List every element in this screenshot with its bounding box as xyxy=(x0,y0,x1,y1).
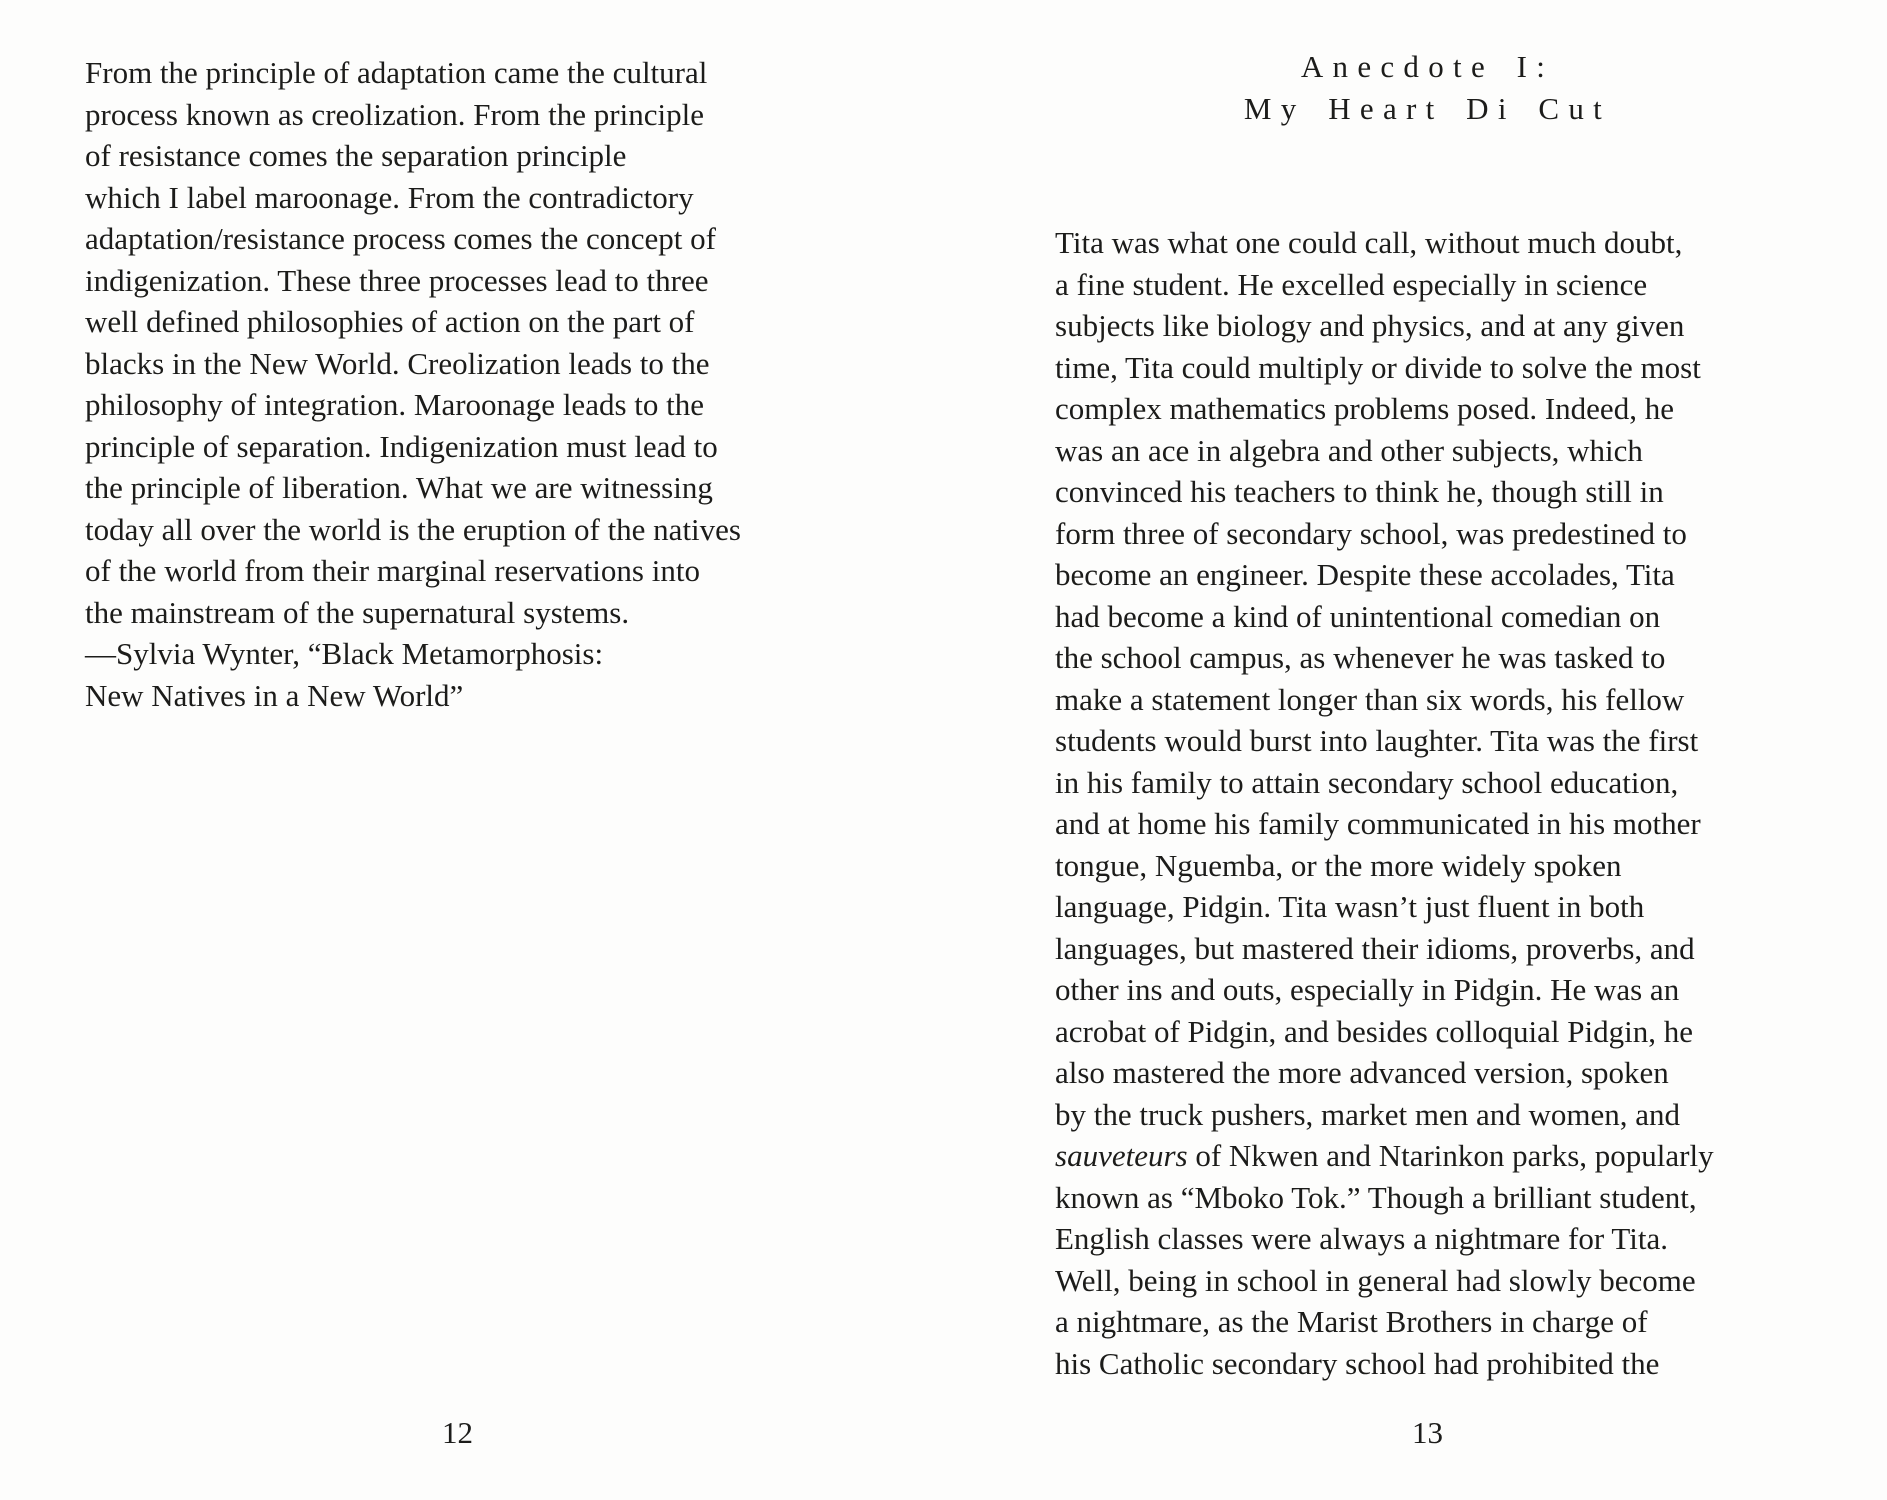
text-line: indigenization. These three processes lead to three xyxy=(85,262,709,298)
text-line: acrobat of Pidgin, and besides colloquial Pidgin, he xyxy=(1055,1013,1693,1049)
text-line: in his family to attain secondary school education, xyxy=(1055,764,1679,800)
text-line: Well, being in school in general had slowly become xyxy=(1055,1262,1696,1298)
text-line: of the world from their marginal reservations into xyxy=(85,553,700,588)
text-line: language, Pidgin. Tita wasn’t just fluent in both xyxy=(1055,889,1645,924)
text-line: the school campus, as whenever he was tasked to xyxy=(1055,640,1666,675)
text-line: tongue, Nguemba, or the more widely spoken xyxy=(1055,847,1622,883)
text-line: English classes were always a nightmare for Tita. xyxy=(1055,1221,1668,1256)
text-line: —Sylvia Wynter, “Black Metamorphosis: xyxy=(85,636,604,671)
text-line: languages, but mastered their idioms, proverbs, and xyxy=(1055,930,1695,966)
text-line: become an engineer. Despite these accolades, Tita xyxy=(1055,557,1675,592)
text-line: time, Tita could multiply or divide to solve the most xyxy=(1055,349,1701,385)
text-line: also mastered the more advanced version, spoken xyxy=(1055,1055,1669,1090)
text-line: his Catholic secondary school had prohibited the xyxy=(1055,1345,1660,1381)
page-number-left: 12 xyxy=(442,1415,473,1450)
chapter-heading-line-2: My Heart Di Cut xyxy=(1243,90,1612,126)
text-line: Tita was what one could call, without much doubt, xyxy=(1055,225,1683,260)
text-line: known as “Mboko Tok.” Though a brilliant student, xyxy=(1055,1179,1697,1215)
text-line: today all over the world is the eruption of the natives xyxy=(85,511,741,547)
text-line: principle of separation. Indigenization must lead to xyxy=(85,428,718,464)
left-page-text-block xyxy=(85,52,830,716)
text-line: was an ace in algebra and other subjects, which xyxy=(1055,432,1643,468)
page-number-right: 13 xyxy=(1412,1415,1443,1450)
right-page-text-block xyxy=(1055,46,1800,1384)
text-line: had become a kind of unintentional comedian on xyxy=(1055,598,1661,634)
text-line: by the truck pushers, market men and women, and xyxy=(1055,1096,1680,1132)
text-line: make a statement longer than six words, his fellow xyxy=(1055,681,1685,717)
text-line: blacks in the New World. Creolization leads to the xyxy=(85,345,710,381)
text-line: subjects like biology and physics, and at any given xyxy=(1055,308,1685,343)
text-line: and at home his family communicated in his mother xyxy=(1055,806,1701,841)
italic-text: sauveteurs xyxy=(1055,1138,1188,1173)
text-line: the principle of liberation. What we are witnessing xyxy=(85,470,713,505)
right-page-body xyxy=(1055,222,1800,1384)
text-line: which I label maroonage. From the contradictory xyxy=(85,179,694,215)
text-line: other ins and outs, especially in Pidgin. He was an xyxy=(1055,972,1680,1007)
text-line: From the principle of adaptation came the cultural xyxy=(85,55,708,90)
text-line: a fine student. He excelled especially in science xyxy=(1055,266,1648,302)
text-line: sauveteurs of Nkwen and Ntarinkon parks, popularly xyxy=(1055,1138,1714,1173)
text-line: complex mathematics problems posed. Indeed, he xyxy=(1055,391,1674,426)
text-line: a nightmare, as the Marist Brothers in charge of xyxy=(1055,1304,1648,1339)
text-line: the mainstream of the supernatural systems. xyxy=(85,594,630,630)
text-line: adaptation/resistance process comes the concept of xyxy=(85,221,716,256)
text-line: New Natives in a New World” xyxy=(85,677,464,713)
text-line: convinced his teachers to think he, though still in xyxy=(1055,474,1664,509)
text-line: well defined philosophies of action on the part of xyxy=(85,304,695,339)
chapter-heading xyxy=(1055,46,1800,129)
text-line: of resistance comes the separation principle xyxy=(85,138,627,173)
chapter-heading-line-1: Anecdote I: xyxy=(1300,49,1555,84)
text-line: process known as creolization. From the principle xyxy=(85,96,704,132)
text-line: philosophy of integration. Maroonage leads to the xyxy=(85,387,705,422)
text-line: form three of secondary school, was predestined to xyxy=(1055,515,1687,551)
text-line: students would burst into laughter. Tita was the first xyxy=(1055,723,1699,758)
